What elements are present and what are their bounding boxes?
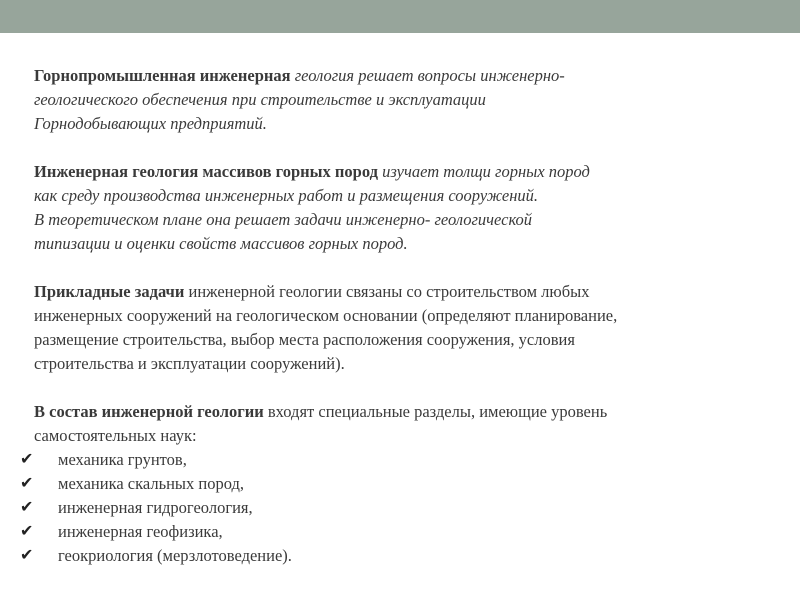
list-item-text: механика грунтов,	[58, 450, 187, 469]
checkmark-icon: ✔	[20, 523, 34, 540]
paragraph-applied-tasks	[34, 280, 774, 376]
list-item	[20, 520, 760, 544]
list-item	[20, 544, 760, 568]
paragraph-composition	[34, 400, 774, 448]
sections-list	[20, 448, 760, 568]
paragraph-text: геологического обеспечения при строительстве и эксплуатации	[34, 90, 486, 109]
paragraph-text: геология решает вопросы инженерно-	[290, 66, 565, 85]
paragraph-mining-geology	[34, 64, 774, 136]
paragraph-text: В теоретическом плане она решает задачи инженерно- геологической	[34, 210, 533, 229]
list-item-text: инженерная геофизика,	[58, 522, 223, 541]
paragraph-text: размещение строительства, выбор места расположения сооружения, условия	[34, 330, 575, 349]
paragraph-term: Прикладные задачи	[34, 282, 185, 301]
checkmark-icon: ✔	[20, 499, 34, 516]
list-item	[20, 472, 760, 496]
paragraph-text: инженерной геологии связаны со строительством любых	[184, 282, 590, 301]
top-header-bar	[0, 0, 800, 33]
list-item-text: инженерная гидрогеология,	[58, 498, 253, 517]
paragraph-text: входят специальные разделы, имеющие уровень	[263, 402, 608, 421]
paragraph-text: инженерных сооружений на геологическом основании (определяют планирование,	[34, 306, 618, 325]
checkmark-icon: ✔	[20, 451, 34, 468]
list-item-text: механика скальных пород,	[58, 474, 245, 493]
list-item	[20, 448, 760, 472]
checkmark-icon: ✔	[20, 475, 34, 492]
paragraph-term: Инженерная геология массивов горных пород	[34, 162, 378, 181]
paragraph-text: изучает толщи горных пород	[377, 162, 590, 181]
paragraph-text: строительства и эксплуатации сооружений).	[34, 354, 345, 373]
slide-content	[20, 64, 774, 568]
paragraph-text: самостоятельных наук:	[34, 426, 197, 445]
paragraph-text: как среду производства инженерных работ и размещения сооружений.	[34, 186, 539, 205]
paragraph-term: В состав инженерной геологии	[34, 402, 264, 421]
paragraph-rock-mass-geology	[34, 160, 774, 256]
paragraph-text: типизации и оценки свойств массивов горных пород.	[34, 234, 408, 253]
list-item	[20, 496, 760, 520]
paragraph-text: Горнодобывающих предприятий.	[34, 114, 267, 133]
list-item-text: геокриология (мерзлотоведение).	[58, 546, 292, 565]
paragraph-term: Горнопромышленная инженерная	[34, 66, 291, 85]
checkmark-icon: ✔	[20, 547, 34, 564]
